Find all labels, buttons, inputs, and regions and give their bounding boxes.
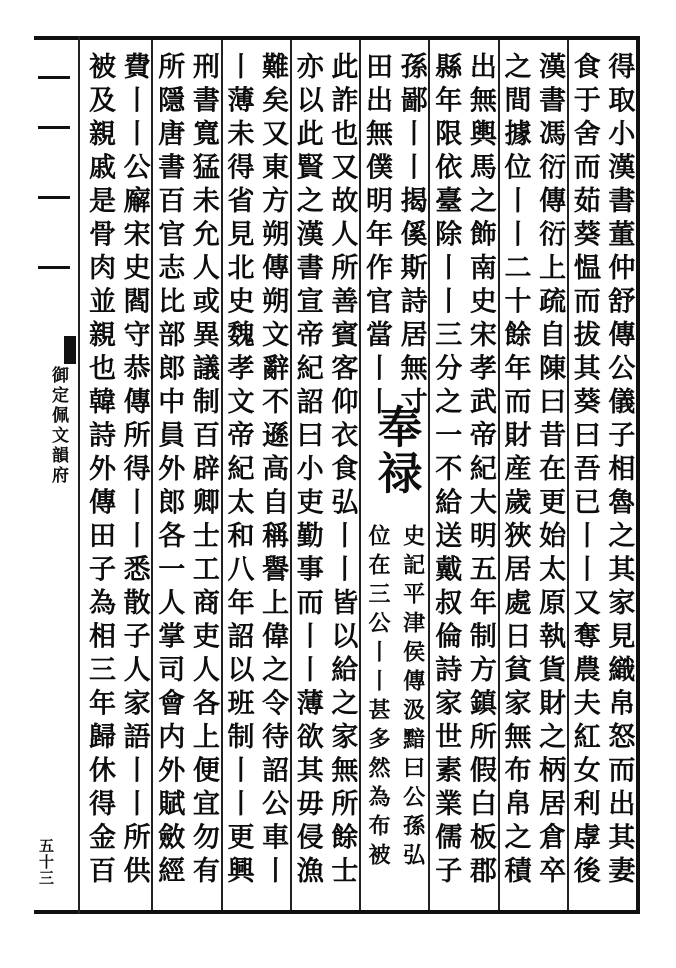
frame-left-border (78, 36, 80, 914)
text-column (498, 52, 532, 908)
column-text: 縣年限依臺除丨丨三分之一不給送戴叔倫詩家世素業儒子 (430, 52, 462, 890)
column-text: 所隱唐書百官志比部郎中員外郎各一人掌司會内外賦斂經 (153, 52, 185, 890)
margin-mark (38, 76, 70, 79)
column-text: 出無輿馬之飾南史宋孝武帝紀大明五年制方鎮所假白板郡 (464, 52, 496, 890)
fishtail-mark (64, 336, 76, 364)
column-text: 孫鄙丨丨揭傒斯詩居無寸 (395, 52, 427, 421)
margin-mark (38, 266, 70, 269)
text-column (567, 52, 601, 908)
column-text: 難矣又東方朔傳朔文辭不遜高自稱譽上偉之令待詔公車丨 (257, 52, 289, 890)
column-text: 被及親戚是骨肉並親也韓詩外傳田子為相三年歸休得金百 (84, 52, 115, 890)
column-text: 亦以此賢之漢書宣帝紀詔曰小吏勤事而丨丨薄欲其毋侵漁 (291, 52, 323, 890)
margin-title: 御定佩文韻府 (48, 366, 68, 486)
column-text: 得取小漢書董仲舒傳公儀子相魯之其家見織帛怒而出其妻 (603, 52, 635, 890)
margin-mark (38, 196, 70, 199)
column-text: 丨薄未得省見北史魏孝文帝紀太和八年詔以班制丨丨更興 (222, 52, 254, 890)
text-column (463, 52, 497, 908)
column-text: 田出無僕明年作官當丨丨 (361, 52, 392, 421)
column-text: 此詐也又故人所善賓客仰衣食弘丨丨皆以給之家無所餘士 (326, 52, 358, 890)
margin-mark (38, 126, 70, 129)
text-column (82, 52, 116, 908)
text-column (601, 52, 635, 908)
headword: 奉禄 (370, 404, 421, 496)
text-column (532, 52, 566, 908)
headword-note: 史記平津侯傳汲黯曰公孫弘 (399, 524, 426, 872)
text-column (151, 52, 185, 908)
column-text: 刑書寬猛未允人或異議制百辟卿士工商吏人各上便宜勿有 (187, 52, 219, 890)
frame-right-border (636, 36, 640, 914)
frame-bottom-border (34, 910, 640, 914)
headword-note: 位在三公丨丨甚多然為布被 (365, 524, 391, 872)
text-column (255, 52, 289, 908)
text-column (186, 52, 220, 908)
column-text: 之間據位丨丨二十餘年而財産歲狹居處日貧家無布帛之積 (499, 52, 531, 890)
text-column (290, 52, 324, 908)
column-text: 費丨丨公廨宋史閻守恭傳所得丨丨悉散子人家語丨丨所供 (118, 52, 150, 890)
text-column (117, 52, 151, 908)
column-text: 漢書馮衍傳衍上疏自陳曰昔在更始太原執貨財之柄居倉卒 (534, 52, 566, 890)
text-column (221, 52, 255, 908)
column-text: 食于舍而茹葵愠而拔其葵曰吾已丨丨又奪農夫紅女利虖後 (568, 52, 600, 890)
page-number: 五十三 (37, 838, 55, 886)
text-column (324, 52, 358, 908)
page-margin (34, 36, 78, 914)
frame-top-border (34, 36, 640, 40)
text-column (428, 52, 462, 908)
headword-block (363, 404, 427, 496)
